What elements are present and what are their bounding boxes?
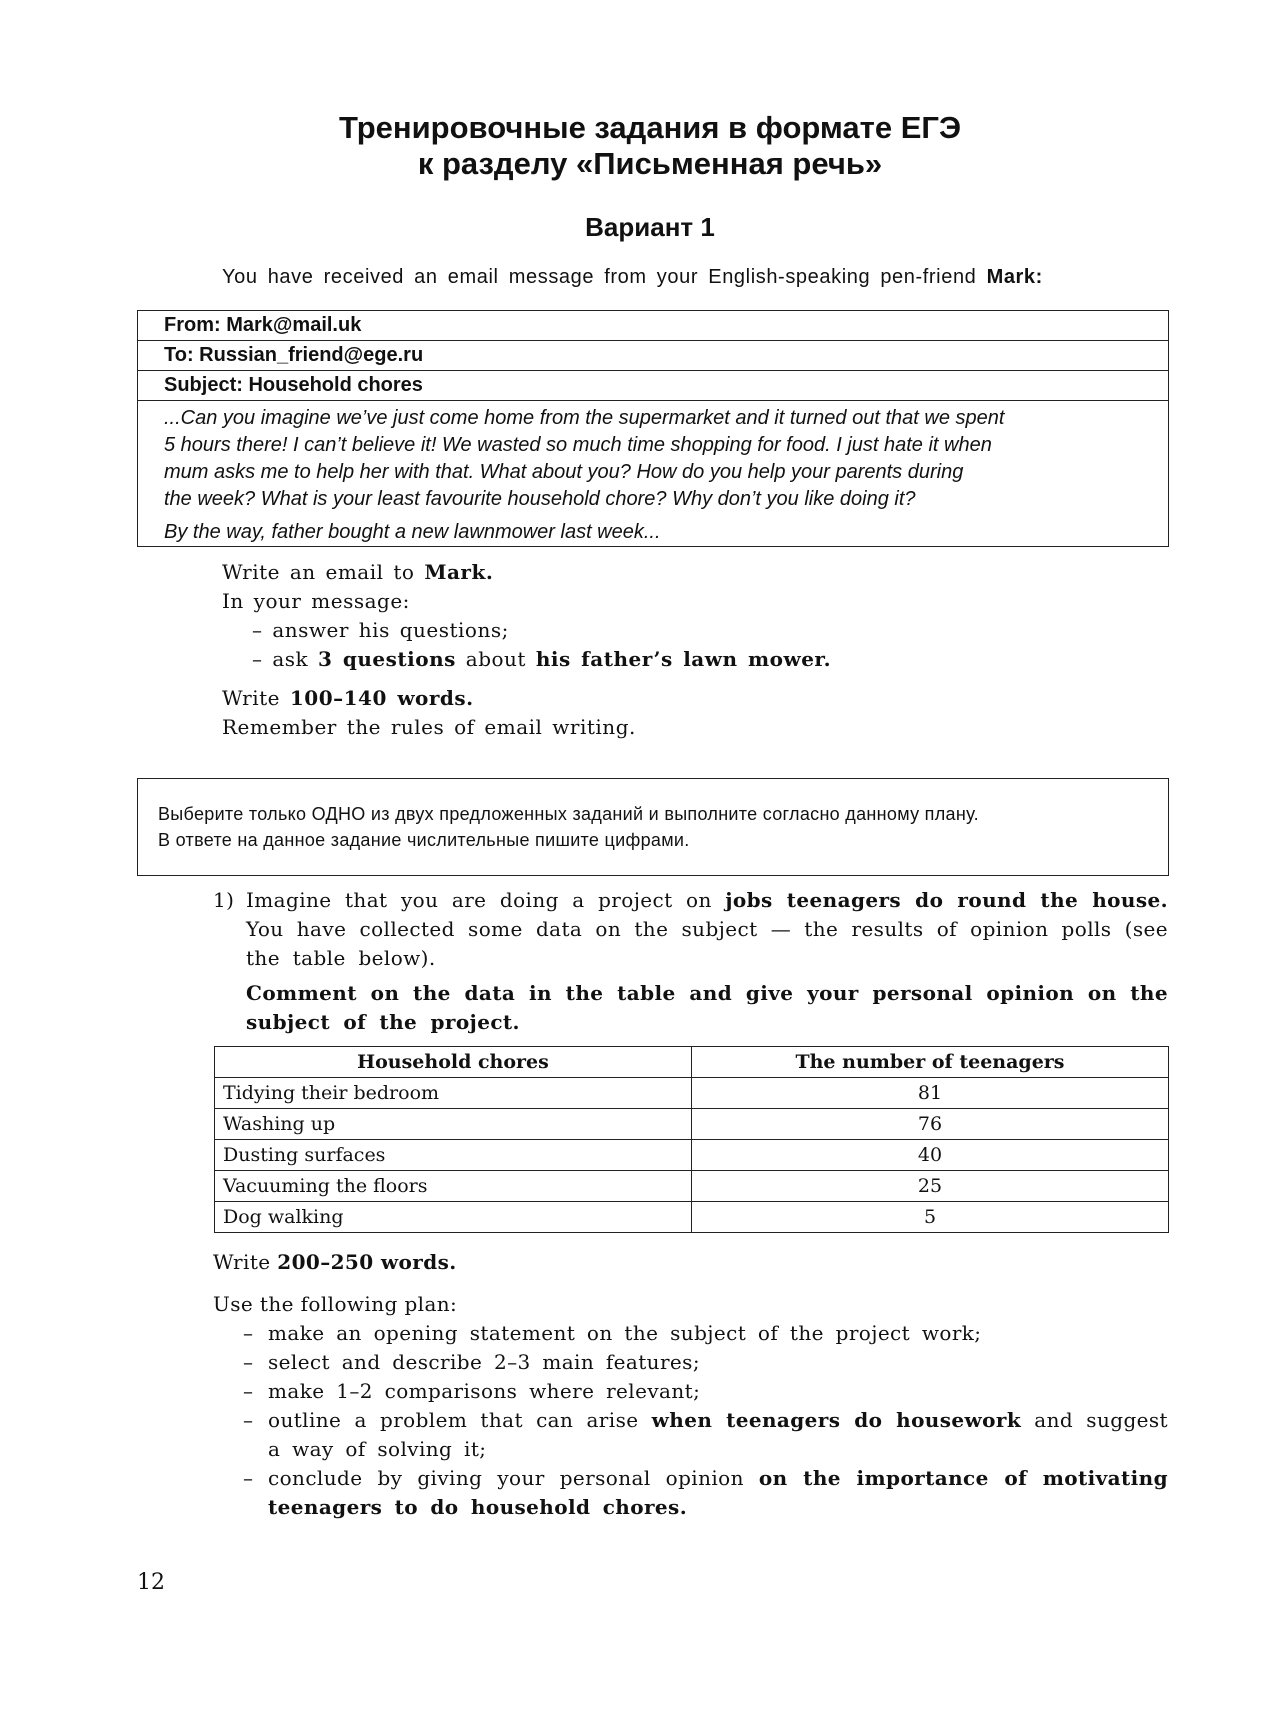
plan-item-bold: when teenagers do housework xyxy=(651,1408,1022,1432)
table-cell: Dusting surfaces xyxy=(215,1140,692,1171)
task-text-b: jobs teenagers do round the house. xyxy=(725,888,1168,912)
table-cell: Dog walking xyxy=(215,1202,692,1233)
table-row xyxy=(215,1140,1169,1171)
table-cell: 76 xyxy=(692,1109,1169,1140)
table-cell: 5 xyxy=(692,1202,1169,1233)
in-message: In your message: xyxy=(222,589,410,613)
instruction-item-2 xyxy=(252,647,831,671)
title-line-1: Тренировочные задания в формате ЕГЭ xyxy=(338,110,962,145)
email-body-line: the week? What is your least favourite household chore? Why don’t you like doing it? xyxy=(164,488,916,510)
page-title xyxy=(0,110,1270,182)
variant-heading: Вариант 1 xyxy=(585,212,715,242)
email-from: From: Mark@mail.uk xyxy=(138,311,1168,341)
dash: – xyxy=(243,1408,254,1432)
words: 100–140 words. xyxy=(289,686,474,710)
task-words-pre: Write xyxy=(213,1250,278,1274)
instruction-item-1: – answer his questions; xyxy=(252,618,509,642)
plan-item xyxy=(213,1464,1168,1522)
task-text xyxy=(246,886,1168,973)
plan-intro: Use the following plan: xyxy=(213,1292,458,1316)
plan-item xyxy=(213,1406,1168,1464)
dash: – xyxy=(243,1321,254,1345)
plan-section xyxy=(213,1290,1168,1522)
intro-text: You have received an email message from your English-speaking pen-friend xyxy=(222,266,987,288)
page-number: 12 xyxy=(137,1570,165,1595)
table-row xyxy=(215,1171,1169,1202)
task-word-count xyxy=(213,1248,1168,1277)
task-text-c: You have collected some data on the subject — the results of opinion polls (see the table below). xyxy=(246,917,1168,970)
table-cell: Washing up xyxy=(215,1109,692,1140)
plan-item-text: make 1–2 comparisons where relevant; xyxy=(268,1379,701,1403)
dash: – xyxy=(243,1466,254,1490)
plan-item xyxy=(213,1319,1168,1348)
plan-item-bold: on the importance of motivating teenagers to do household chores. xyxy=(268,1466,1169,1519)
email-body-line: mum asks me to help her with that. What about you? How do you help your parents during xyxy=(164,461,964,483)
email-ps: By the way, father bought a new lawnmower last week... xyxy=(164,521,661,543)
plan-item-text: make an opening statement on the subject of the project work; xyxy=(268,1321,982,1345)
email-subject: Subject: Household chores xyxy=(138,371,1168,401)
plan-item-text: and suggest a way of solving it; xyxy=(268,1408,1168,1461)
task-text-a: Imagine that you are doing a project on xyxy=(246,888,726,912)
words-pre: Write xyxy=(222,686,290,710)
email-to: To: Russian_friend@ege.ru xyxy=(138,341,1168,371)
item2-d: his father’s lawn mower. xyxy=(535,647,832,671)
chores-table xyxy=(214,1046,1169,1233)
table-cell: Tidying their bedroom xyxy=(215,1078,692,1109)
dash: – xyxy=(243,1350,254,1374)
rules-instruction: Remember the rules of email writing. xyxy=(222,715,636,739)
task-comment: Comment on the data in the table and give your personal opinion on the subject of the project. xyxy=(246,981,1168,1034)
table-cell: 40 xyxy=(692,1140,1169,1171)
word-count-instruction xyxy=(222,686,474,710)
email-body-line: ...Can you imagine we’ve just come home from the supermarket and it turned out that we spent xyxy=(164,407,1005,429)
email-body-line: 5 hours there! I can’t believe it! We wasted so much time shopping for food. I just hate it when xyxy=(164,434,992,456)
task-1 xyxy=(213,886,1168,1037)
notice-line-1: Выберите только ОДНО из двух предложенных заданий и выполните согласно данному плану. xyxy=(158,804,979,824)
plan-item-text: conclude by giving your personal opinion xyxy=(268,1466,759,1490)
email-box xyxy=(137,310,1169,547)
table-cell: 25 xyxy=(692,1171,1169,1202)
item2-a: – ask xyxy=(252,647,319,671)
dash: – xyxy=(243,1379,254,1403)
notice-line-2: В ответе на данное задание числительные пишите цифрами. xyxy=(158,830,690,850)
title-line-2: к разделу «Письменная речь» xyxy=(417,146,883,181)
write-name: Mark. xyxy=(424,560,494,584)
item2-b: 3 questions xyxy=(318,647,456,671)
write-email-instruction xyxy=(222,560,493,584)
plan-item-text: select and describe 2–3 main features; xyxy=(268,1350,700,1374)
plan-item-text: outline a problem that can arise xyxy=(268,1408,652,1432)
table-cell: Vacuuming the floors xyxy=(215,1171,692,1202)
table-cell: 81 xyxy=(692,1078,1169,1109)
task-words: 200–250 words. xyxy=(277,1250,457,1274)
item2-c: about xyxy=(455,647,536,671)
table-header-row xyxy=(215,1047,1169,1078)
plan-item xyxy=(213,1348,1168,1377)
task-number: 1) xyxy=(213,888,235,912)
table-row xyxy=(215,1078,1169,1109)
intro-name: Mark: xyxy=(986,266,1043,288)
choice-notice xyxy=(137,778,1169,876)
table-header: Household chores xyxy=(215,1047,692,1078)
write-pre: Write an email to xyxy=(222,560,425,584)
table-row xyxy=(215,1202,1169,1233)
email-body xyxy=(138,401,1168,546)
plan-item xyxy=(213,1377,1168,1406)
email-intro xyxy=(222,266,1043,289)
table-header: The number of teenagers xyxy=(692,1047,1169,1078)
table-row xyxy=(215,1109,1169,1140)
